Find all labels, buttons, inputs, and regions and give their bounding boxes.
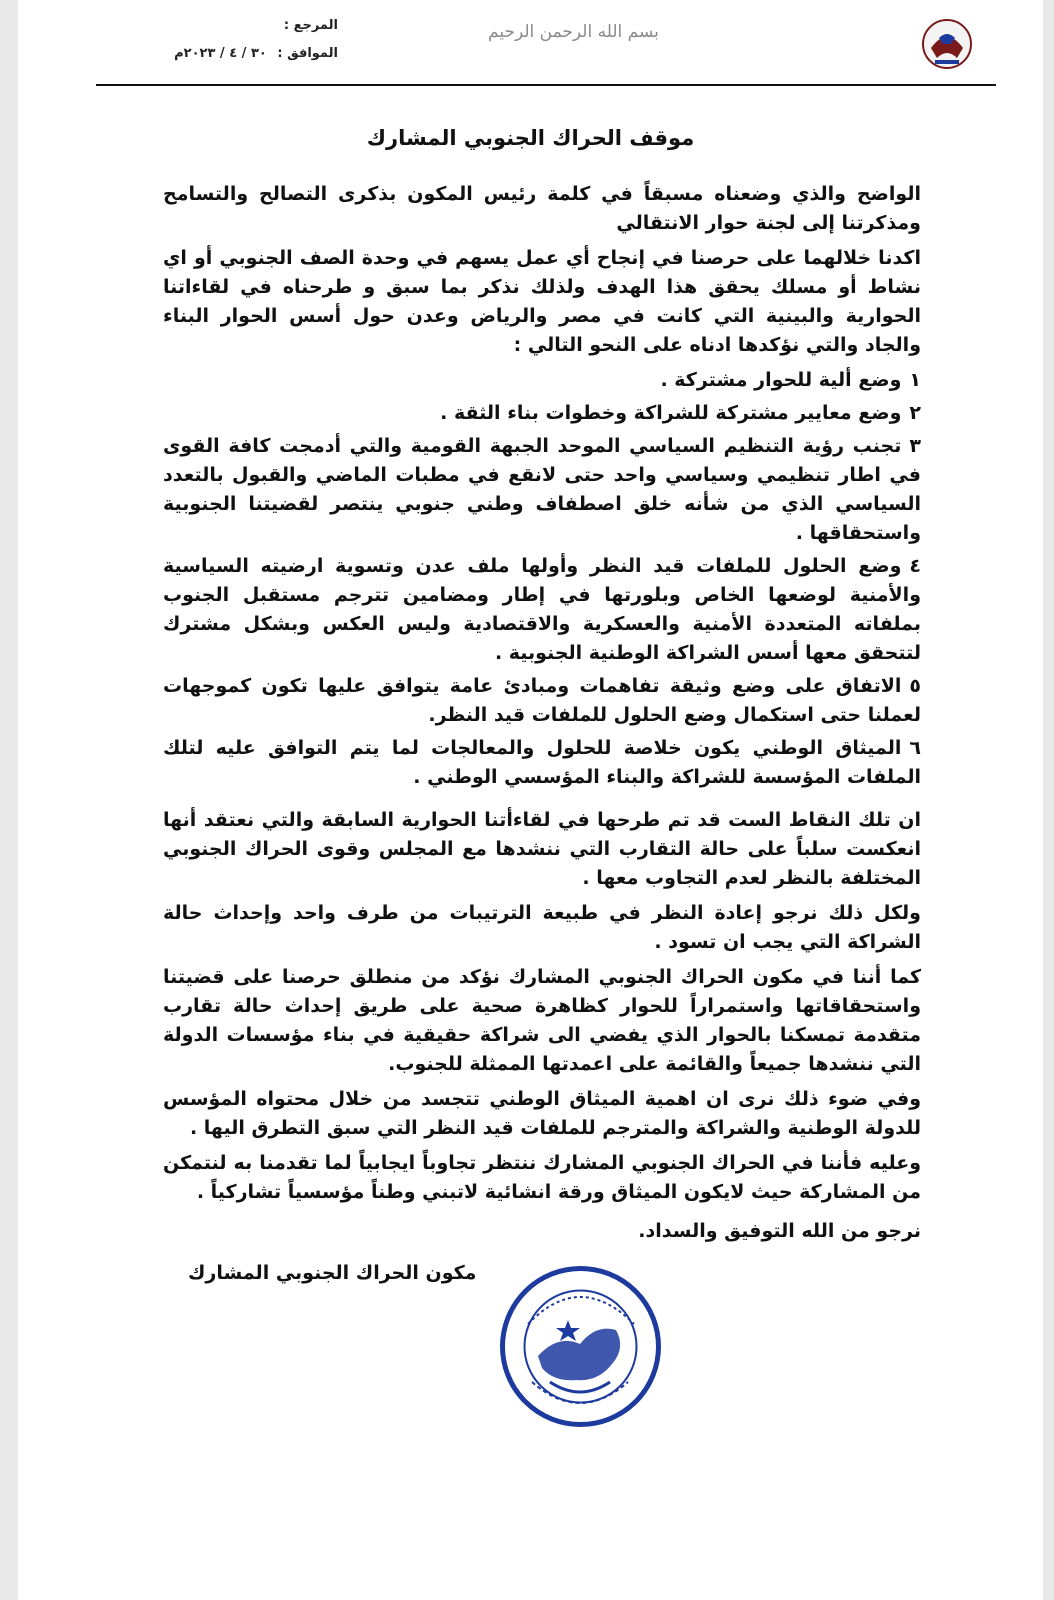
date-label: الموافق : [277, 46, 338, 61]
point-text: تجنب رؤية التنظيم السياسي الموحد الجبهة القومية والتي أدمجت كافة القوى في اطار تنظيمي وسياسي واحد حتى لانقع في مطبات الماضي والقبول بالتعدد السياسي الذي من شأنه خلق اصطفاف وطني جنوبي ينتصر لقضيتنا الجنوبية واستحقاقها . [163, 435, 921, 544]
paragraph-7: وعليه فأننا في الحراك الجنوبي المشارك ننتظر تجاوباً ايجابياً لما تقدمنا به لنتمكن من المشاركة حيث لايكون الميثاق ورقة انشائية لاتبني وطناً مؤسسياً تشاركياً . [163, 1152, 921, 1203]
point-text: الاتفاق على وضع وثيقة تفاهمات ومبادئ عامة يتوافق عليها تكون كموجهات لعملنا حتى استكمال وضع الحلول للملفات قيد النظر. [163, 675, 921, 726]
date-row [138, 40, 338, 68]
points-list [163, 366, 921, 792]
official-stamp-icon [498, 1264, 663, 1429]
list-item [163, 734, 921, 792]
list-item [163, 432, 921, 548]
organization-emblem-icon [921, 18, 973, 70]
point-text: الميثاق الوطني يكون خلاصة للحلول والمعالجات لما يتم التوافق عليه لتلك الملفات المؤسسة للشراكة والبناء المؤسسي الوطني . [163, 737, 921, 788]
list-item [163, 552, 921, 668]
paragraph-6: وفي ضوء ذلك نرى ان اهمية الميثاق الوطني تتجسد من خلال محتواه المؤسس للدولة الوطنية والشراكة والمترجم للملفات قيد النظر التي سبق التطرق اليها . [163, 1088, 921, 1139]
document-sheet [18, 0, 1043, 1600]
point-number: ٢ [909, 402, 921, 424]
point-number: ٣ [909, 435, 921, 457]
paragraph-5: كما أننا في مكون الحراك الجنوبي المشارك نؤكد من منطلق حرصنا على قضيتنا واستحقاقاتها واستمراراً للحوار كظاهرة صحية على طريق إحداث حالة تقارب متقدمة تمسكنا بالحوار الذي يفضي الى شراكة حقيقية في بناء مؤسسات الدولة التي ننشدها جميعاً والقائمة على اعمدتها الممثلة للجنوب. [163, 966, 921, 1075]
point-number: ٤ [909, 555, 921, 577]
document-body [163, 180, 921, 1252]
list-item [163, 366, 921, 395]
point-number: ١ [909, 369, 921, 391]
paragraph-3: ان تلك النقاط الست قد تم طرحها في لقاءأتنا الحوارية السابقة والتي نعتقد أنها انعكست سلباً على حالة التقارب التي ننشدها مع المجلس وقوى الحراك الجنوبي المختلفة بالنظر لعدم التجاوب معها . [163, 809, 921, 889]
closing-line: نرجو من الله التوفيق والسداد. [638, 1220, 921, 1242]
paragraph-4: ولكل ذلك نرجو إعادة النظر في طبيعة الترتيبات من طرف واحد وإحداث حالة الشراكة التي يجب ان تسود . [163, 902, 921, 953]
reference-label: المرجع : [283, 18, 338, 33]
intro-paragraph: الواضح والذي وضعناه مسبقاً في كلمة رئيس المكون بذكرى التصالح والتسامح ومذكرتنا إلى لجنة حوار الانتقالي [163, 183, 921, 234]
list-item [163, 672, 921, 730]
date-value: ٣٠ / ٤ / ٢٠٢٣م [174, 46, 267, 61]
point-number: ٥ [909, 675, 921, 697]
header-divider [96, 84, 996, 86]
paragraph-2: اكدنا خلالهما على حرصنا في إنجاح أي عمل يسهم في وحدة الصف الجنوبي أو اي نشاط أو مسلك يحقق هذا الهدف ولذلك نذكر بما سبق و طرحناه في لقاءاتنا الحوارية والبينية التي كانت في مصر والرياض وعدن حول أسس الحوار البناء والجاد والتي نؤكدها ادناه على النحو التالي : [163, 247, 921, 356]
reference-row [138, 12, 338, 40]
document-title: موقف الحراك الجنوبي المشارك [366, 126, 695, 150]
signature-line: مكون الحراك الجنوبي المشارك [188, 1262, 477, 1284]
point-number: ٦ [909, 737, 921, 759]
reference-block [138, 12, 338, 68]
point-text: وضع ألية للحوار مشتركة . [660, 369, 902, 391]
basmala: بسم الله الرحمن الرحيم [488, 22, 659, 42]
letterhead [18, 0, 1043, 88]
point-text: وضع الحلول للملفات قيد النظر وأولها ملف عدن وتسوية ارضيته السياسية والأمنية لوضعها الخاص وبلورتها في إطار ومضامين تترجم مستقبل الجنوب بملفاته المتعددة الأمنية والعسكرية والاقتصادية وليس العكس وبشكل مشترك لتتحقق معها أسس الشراكة الوطنية الجنوبية . [163, 555, 921, 664]
point-text: وضع معايير مشتركة للشراكة وخطوات بناء الثقة . [440, 402, 902, 424]
list-item [163, 399, 921, 428]
